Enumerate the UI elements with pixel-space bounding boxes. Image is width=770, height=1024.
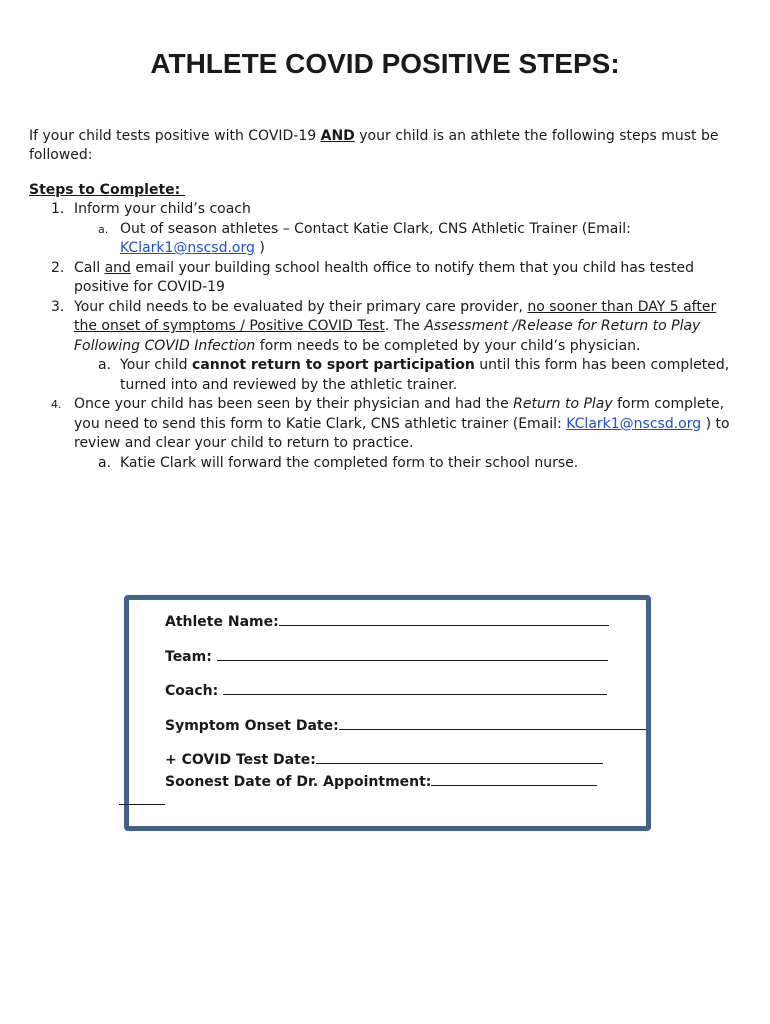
soonest-appointment-line[interactable] [431, 771, 597, 786]
athlete-name-line[interactable] [279, 611, 609, 626]
step-3-italic: Assessment /Release for Return to Play Following COVID Infection [74, 318, 701, 354]
step-3a-text-after: until this form has been completed, turned into and reviewed by the athletic trainer. [120, 357, 730, 393]
soonest-appointment-label: Soonest Date of Dr. Appointment: [165, 774, 432, 790]
step-4-text-middle: form complete, you need to send this form to Katie Clark, CNS athletic trainer (Email: [74, 396, 725, 432]
step-3a-bold: cannot return to sport participation [192, 357, 475, 373]
step-1-number: 1. [51, 201, 65, 217]
coach-label: Coach: [165, 683, 224, 699]
step-3-text-middle: . The [384, 318, 425, 334]
steps-heading: Steps to Complete: [29, 182, 186, 198]
step-1-text: Inform your child’s coach [74, 201, 251, 217]
step-3 [29, 298, 739, 357]
appointment-line-continuation [119, 804, 165, 805]
covid-test-field[interactable] [165, 749, 603, 768]
email-link-1[interactable]: KClark1@nscsd.org [120, 240, 255, 256]
athlete-info-box [124, 595, 651, 831]
step-4-text-before: Once your child has been seen by their physician and had the [74, 396, 514, 412]
step-1a-text-after: ) [254, 240, 265, 256]
covid-test-label: + COVID Test Date: [165, 752, 316, 768]
step-1a-text: Out of season athletes – Contact Katie Clark, CNS Athletic Trainer (Email: [120, 220, 631, 237]
step-4-number: 4. [51, 398, 62, 411]
intro-text-after: your child is an athlete the following steps must be followed: [29, 128, 719, 163]
step-4a-letter: a. [98, 454, 112, 471]
symptom-onset-field[interactable] [165, 715, 646, 734]
step-4-text-after: ) to review and clear your child to return to practice. [74, 415, 730, 451]
step-2-text-after: email your building school health office to notify them that you child has tested positive for COVID-19 [74, 259, 694, 295]
email-link-2[interactable]: KClark1@nscsd.org [566, 415, 702, 432]
step-4-italic: Return to Play [513, 396, 613, 412]
step-3a [29, 356, 739, 395]
symptom-onset-line[interactable] [339, 715, 646, 730]
step-3a-letter: a. [98, 357, 112, 373]
team-label: Team: [165, 649, 217, 665]
step-3-text-after: form needs to be completed by your child’s physician. [255, 337, 641, 354]
step-1a [29, 220, 739, 259]
soonest-appointment-field[interactable] [165, 771, 597, 790]
team-field[interactable] [165, 646, 608, 665]
page-title: ATHLETE COVID POSITIVE STEPS: [150, 48, 620, 79]
step-2-text-before: Call [74, 259, 105, 276]
step-2-underline: and [104, 259, 131, 276]
step-3-number: 3. [51, 298, 65, 315]
athlete-name-field[interactable] [165, 611, 609, 630]
intro-emphasis: AND [320, 128, 355, 144]
step-4 [29, 395, 739, 454]
step-4a [29, 454, 739, 474]
step-4a-text: Katie Clark will forward the completed form to their school nurse. [120, 454, 579, 471]
intro-paragraph [29, 127, 739, 165]
steps-list [29, 200, 739, 473]
coach-field[interactable] [165, 680, 607, 699]
step-2 [29, 259, 739, 298]
step-3-underline: no sooner than DAY 5 after the onset of symptoms / Positive COVID Test [74, 298, 717, 334]
step-1a-letter: a. [98, 222, 109, 236]
team-line[interactable] [217, 646, 608, 661]
step-2-number: 2. [51, 259, 65, 276]
step-1 [29, 200, 739, 220]
step-3-text-before: Your child needs to be evaluated by their primary care provider, [74, 298, 528, 315]
symptom-onset-label: Symptom Onset Date: [165, 718, 339, 734]
intro-text-before: If your child tests positive with COVID-19 [29, 128, 321, 144]
step-3a-text-before: Your child [120, 357, 193, 373]
covid-test-line[interactable] [316, 749, 603, 764]
coach-line[interactable] [223, 680, 607, 695]
athlete-name-label: Athlete Name: [165, 614, 279, 630]
